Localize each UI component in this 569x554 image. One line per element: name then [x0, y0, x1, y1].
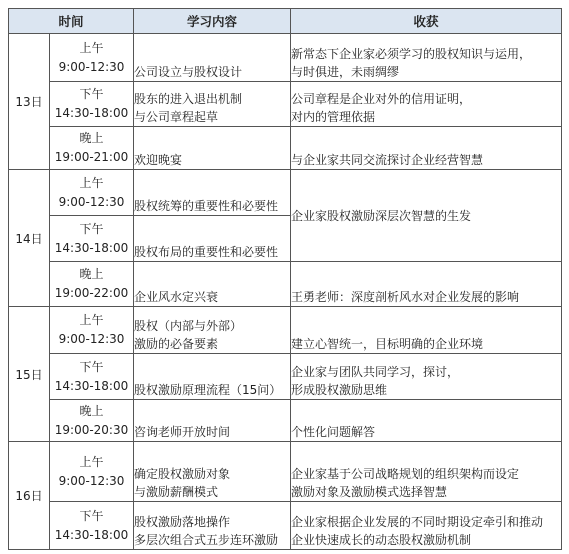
table-row [9, 400, 562, 442]
gains-cell: 个性化问题解答 [291, 400, 562, 442]
day-cell: 14日 [9, 170, 50, 307]
day-cell: 16日 [9, 442, 50, 550]
time-range: 14:30-18:00 [54, 240, 129, 255]
period-label: 上午 [79, 40, 104, 55]
time-range: 9:00-12:30 [58, 59, 125, 74]
header-time: 时间 [9, 9, 134, 34]
time-range: 19:00-20:30 [54, 422, 129, 437]
time-cell [50, 307, 134, 354]
content-cell: 股权激励落地操作 多层次组合式五步连环激励 [134, 502, 291, 550]
time-cell [50, 82, 134, 127]
time-range: 14:30-18:00 [54, 527, 129, 542]
table-row [9, 127, 562, 170]
schedule-table [8, 8, 562, 550]
period-label: 下午 [79, 221, 104, 236]
header-gains: 收获 [291, 9, 562, 34]
header-row [9, 9, 562, 34]
period-label: 晚上 [79, 403, 104, 418]
gains-cell: 企业家股权激励深层次智慧的生发 [291, 170, 562, 262]
table-row [9, 34, 562, 82]
time-cell [50, 34, 134, 82]
time-cell [50, 216, 134, 262]
period-label: 下午 [79, 87, 104, 101]
time-range: 19:00-21:00 [54, 150, 129, 164]
table-row [9, 354, 562, 400]
time-range: 14:30-18:00 [54, 378, 129, 393]
content-cell: 确定股权激励对象 与激励薪酬模式 [134, 442, 291, 502]
period-label: 上午 [79, 454, 104, 469]
time-range: 9:00-12:30 [58, 194, 125, 209]
content-cell: 欢迎晚宴 [134, 127, 291, 170]
period-label: 下午 [79, 359, 104, 374]
time-cell [50, 127, 134, 170]
period-label: 晚上 [79, 267, 104, 281]
content-cell: 股权统筹的重要性和必要性 [134, 170, 291, 216]
schedule-container [8, 8, 561, 550]
header-content: 学习内容 [134, 9, 291, 34]
time-cell [50, 354, 134, 400]
time-range: 14:30-18:00 [54, 106, 129, 120]
content-cell: 股权布局的重要性和必要性 [134, 216, 291, 262]
time-cell [50, 400, 134, 442]
content-cell: 咨询老师开放时间 [134, 400, 291, 442]
time-cell [50, 170, 134, 216]
gains-cell: 与企业家共同交流探讨企业经营智慧 [291, 127, 562, 170]
content-cell: 股东的进入退出机制 与公司章程起草 [134, 82, 291, 127]
day-cell: 15日 [9, 307, 50, 442]
period-label: 晚上 [79, 131, 104, 145]
period-label: 上午 [79, 175, 104, 190]
table-row [9, 307, 562, 354]
time-cell [50, 262, 134, 307]
content-cell: 股权（内部与外部） 激励的必备要素 [134, 307, 291, 354]
time-range: 9:00-12:30 [58, 473, 125, 488]
gains-cell: 公司章程是企业对外的信用证明， 对内的管理依据 [291, 82, 562, 127]
table-row [9, 502, 562, 550]
day-cell: 13日 [9, 34, 50, 170]
time-cell [50, 442, 134, 502]
gains-cell: 企业家基于公司战略规划的组织架构而设定 激励对象及激励模式选择智慧 [291, 442, 562, 502]
table-row [9, 170, 562, 216]
content-cell: 企业风水定兴衰 [134, 262, 291, 307]
period-label: 下午 [79, 508, 104, 523]
gains-cell: 王勇老师：深度剖析风水对企业发展的影响 [291, 262, 562, 307]
gains-cell: 企业家与团队共同学习，探讨， 形成股权激励思维 [291, 354, 562, 400]
content-cell: 股权激励原理流程（15问） [134, 354, 291, 400]
time-range: 19:00-22:00 [54, 286, 129, 300]
table-row [9, 262, 562, 307]
table-row [9, 82, 562, 127]
time-range: 9:00-12:30 [58, 332, 125, 346]
time-cell [50, 502, 134, 550]
gains-cell: 建立心智统一，目标明确的企业环境 [291, 307, 562, 354]
gains-cell: 企业家根据企业发展的不同时期设定牵引和推动 企业快速成长的动态股权激励机制 [291, 502, 562, 550]
gains-cell: 新常态下企业家必须学习的股权知识与运用， 与时俱进，未雨绸缪 [291, 34, 562, 82]
period-label: 上午 [79, 313, 104, 327]
content-cell: 公司设立与股权设计 [134, 34, 291, 82]
table-row [9, 442, 562, 502]
